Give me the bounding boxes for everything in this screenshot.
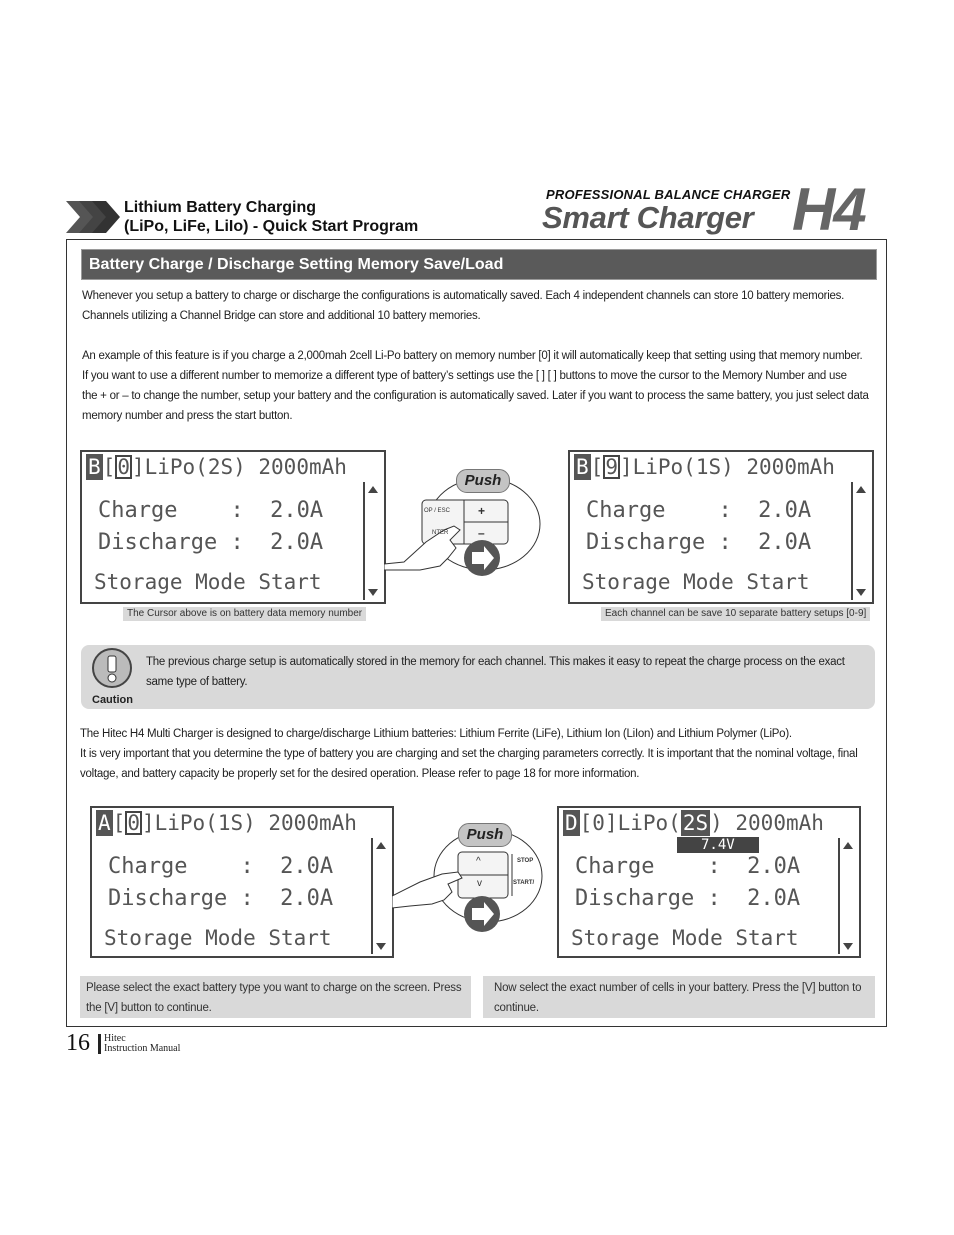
header-title-line1: Lithium Battery Charging xyxy=(124,199,317,216)
caption-select-type: Please select the exact battery type you want to charge on the screen. Press the [V] button to continue. xyxy=(80,976,471,1018)
discharge-line: Discharge : 2.0A xyxy=(108,886,334,911)
push-label: Push xyxy=(456,469,510,493)
chevron-arrows-icon xyxy=(66,198,120,236)
battery-capacity: ) 2000mAh xyxy=(710,811,824,835)
footer-manual: Instruction Manual xyxy=(104,1043,181,1054)
text-line: voltage, and battery capacity be properly set for the desired operation. Please refer to page 18 for more information. xyxy=(80,768,640,780)
charge-line: Charge : 2.0A xyxy=(108,854,334,879)
scroll-down-icon xyxy=(376,943,386,950)
text-line: The Hitec H4 Multi Charger is designed to charge/discharge Lithium batteries: Lithium Ferrite (LiFe), Lithium Ion (LiIon) and Lithium Polymer (LiPo). xyxy=(80,728,792,740)
footer-brand: Hitec xyxy=(104,1033,126,1044)
memory-cursor: 9 xyxy=(605,455,618,479)
lithium-info-paragraph xyxy=(80,724,858,784)
down-arrow-button[interactable]: v xyxy=(477,878,482,889)
charge-line: Charge : 2.0A xyxy=(575,854,801,879)
page-header-title xyxy=(124,198,418,236)
caption-cursor: The Cursor above is on battery data memory number xyxy=(123,607,366,621)
text-line: The previous charge setup is automatically stored in the memory for each channel. This makes it easy to repeat the charge process on the exact xyxy=(146,656,845,668)
memory-cursor: 0 xyxy=(127,811,140,835)
channel-badge: A xyxy=(98,811,111,835)
scroll-up-icon xyxy=(368,486,378,493)
lcd-header-line: B[9]LiPo(1S) 2000mAh xyxy=(576,455,835,479)
lcd-header-line: B[0]LiPo(2S) 2000mAh xyxy=(88,455,347,479)
intro-paragraph xyxy=(82,286,844,326)
text-line: Channels utilizing a Channel Bridge can store and additional 10 battery memories. xyxy=(82,310,481,322)
start-button[interactable]: START/ xyxy=(513,880,535,886)
text-line: It is very important that you determine the type of battery you are charging and set the charging parameters correctly. It is important that the nominal voltage, final xyxy=(80,748,858,760)
push-label: Push xyxy=(458,823,512,847)
caution-text xyxy=(146,652,845,692)
discharge-line: Discharge : 2.0A xyxy=(586,530,812,555)
scroll-up-icon xyxy=(856,486,866,493)
discharge-line: Discharge : 2.0A xyxy=(575,886,801,911)
cell-count-cursor: 2S xyxy=(682,811,709,835)
channel-badge: B xyxy=(576,455,589,479)
brand-name: Smart Charger xyxy=(542,200,754,235)
scroll-down-icon xyxy=(856,589,866,596)
scroll-up-icon xyxy=(376,842,386,849)
discharge-line: Discharge : 2.0A xyxy=(98,530,324,555)
battery-type: ]LiPo(1S) 2000mAh xyxy=(141,811,357,835)
caption-select-cells: Now select the exact number of cells in your battery. Press the [V] button to continue. xyxy=(483,976,875,1018)
battery-type: ]LiPo(1S) 2000mAh xyxy=(619,455,835,479)
scroll-up-icon xyxy=(843,842,853,849)
lcd-screen-3 xyxy=(90,806,394,958)
text-line: memory number and press the start button. xyxy=(82,410,293,422)
plus-button[interactable]: + xyxy=(478,504,486,518)
memory-cursor: 0 xyxy=(117,455,130,479)
scrollbar xyxy=(363,482,382,600)
storage-mode-line: Storage Mode Start xyxy=(94,570,322,594)
text-line: Whenever you setup a battery to charge or discharge the configurations is automatically saved. Each 4 independent channels can store 10 battery memories. xyxy=(82,290,845,302)
stop-button[interactable]: STOP xyxy=(517,858,534,864)
text-line: If you want to use a different number to memorize a different type of battery’s settings use the [ ] [ ] buttons to move the cursor to the Memory Number and use xyxy=(82,370,847,382)
storage-mode-line: Storage Mode Start xyxy=(104,926,332,950)
text-line: same type of battery. xyxy=(146,676,248,688)
storage-mode-line: Storage Mode Start xyxy=(571,926,799,950)
up-arrow-button[interactable]: ^ xyxy=(476,856,481,867)
minus-button[interactable]: – xyxy=(478,526,485,540)
footer-label xyxy=(104,1034,180,1054)
scrollbar xyxy=(851,482,870,600)
brand-subtitle: PROFESSIONAL BALANCE CHARGER xyxy=(546,187,791,202)
lcd-header-line xyxy=(563,810,824,836)
scroll-down-icon xyxy=(368,589,378,596)
charge-line: Charge : 2.0A xyxy=(98,498,324,523)
stop-esc-button[interactable]: OP / ESC xyxy=(424,508,450,514)
lcd-screen-1 xyxy=(80,450,386,604)
lcd-screen-4 xyxy=(557,806,861,958)
battery-type: ]LiPo(2S) 2000mAh xyxy=(131,455,347,479)
storage-mode-line: Storage Mode Start xyxy=(582,570,810,594)
text-line: the + or – to change the number, setup your battery and the configuration is automatically saved. Later if you want to process the same battery, you just select data xyxy=(82,390,869,402)
scrollbar xyxy=(371,838,390,954)
lcd-screen-2 xyxy=(568,450,874,604)
text-line: An example of this feature is if you charge a 2,000mah 2cell Li-Po battery on memory number [0] it will automatically keep that setting using that memory number. xyxy=(82,350,863,362)
caution-icon xyxy=(90,648,136,692)
battery-type-prefix: [0]LiPo( xyxy=(579,811,681,835)
charge-line: Charge : 2.0A xyxy=(586,498,812,523)
page-number: 16 xyxy=(66,1030,90,1056)
channel-badge: D xyxy=(565,811,578,835)
caption-channel-setups: Each channel can be save 10 separate battery setups [0-9] xyxy=(601,607,870,621)
section-title: Battery Charge / Discharge Setting Memory Save/Load xyxy=(81,249,877,280)
enter-button[interactable]: NTER xyxy=(432,530,449,536)
example-paragraph xyxy=(82,346,869,426)
footer-divider xyxy=(98,1034,101,1054)
scrollbar xyxy=(838,838,857,954)
voltage-indicator: 7.4V xyxy=(677,837,759,853)
brand-model: H4 xyxy=(792,176,865,243)
lcd-header-line: A[0]LiPo(1S) 2000mAh xyxy=(98,811,357,835)
header-title-line2: (LiPo, LiFe, LiIo) - Quick Start Program xyxy=(124,218,419,235)
channel-badge: B xyxy=(88,455,101,479)
caution-label: Caution xyxy=(92,694,133,706)
scroll-down-icon xyxy=(843,943,853,950)
